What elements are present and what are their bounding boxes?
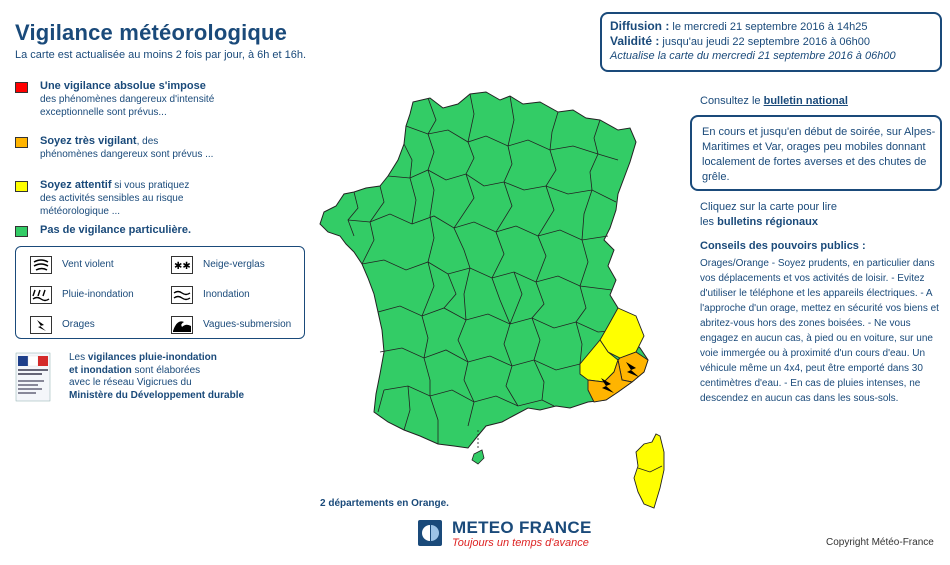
- rain-flood-label: Pluie-inondation: [62, 289, 134, 300]
- regional-line1: Cliquez sur la carte pour lire: [700, 201, 837, 213]
- ministry-logo[interactable]: [15, 352, 51, 402]
- validite-label: Validité :: [610, 34, 660, 48]
- corsica[interactable]: [634, 434, 664, 508]
- legend-yellow-title: Soyez attentif: [40, 179, 112, 191]
- vigi-line1-bold: vigilances pluie-inondation: [87, 352, 217, 363]
- page-subtitle: La carte est actualisée au moins 2 fois par jour, à 6h et 16h.: [15, 49, 307, 61]
- diffusion-value: le mercredi 21 septembre 2016 à 14h25: [669, 21, 868, 33]
- green-swatch: [15, 226, 28, 237]
- france-vigilance-map[interactable]: [318, 90, 678, 510]
- storm-icon: [30, 316, 52, 334]
- wind-icon: [30, 256, 52, 274]
- phenomena-legend: [15, 246, 305, 339]
- orange-count-text: 2 départements en Orange.: [320, 498, 449, 509]
- vigi-line2-bold: et inondation: [69, 364, 132, 376]
- legend-yellow-detail: des activités sensibles au risque météorologique ...: [40, 193, 184, 217]
- validite-value: jusqu'au jeudi 22 septembre 2016 à 06h00: [659, 36, 871, 48]
- wave-icon: [171, 316, 193, 334]
- legend-orange-title: Soyez très vigilant: [40, 135, 137, 147]
- advice-text: Orages/Orange - Soyez prudents, en particulier dans vos déplacements et vos activités de loisir. - Evitez d'utiliser le téléphone et les appareils électriques. - A l'approche d'un orage, mettez en sécurité vos biens et abritez-vous hors des zones boisées. - Ne vous engagez en aucun cas, à pied ou en voiture, sur une voie immergée ou à proximité d'un cours d'eau. Un véhicule même un 4x4, peut être emporté dans 30 centimètres d'eau. - En cas de pluies intenses, ne descendez en aucun cas dans les sous-sols.: [700, 258, 939, 404]
- svg-text:✱✱: ✱✱: [174, 261, 191, 272]
- refresh-map-link[interactable]: Actualise la carte du mercredi 21 septembre 2016 à 06h00: [610, 50, 896, 62]
- page-title: Vigilance météorologique: [15, 20, 288, 45]
- yellow-swatch: [15, 181, 28, 192]
- vigi-ministry-link[interactable]: Ministère du Développement durable: [69, 389, 245, 401]
- storm-label: Orages: [62, 319, 95, 330]
- legend-red-title: Une vigilance absolue s'impose: [40, 80, 206, 92]
- snow-ice-icon: [171, 256, 193, 274]
- legend-orange-rest: , des: [136, 136, 159, 147]
- legend-yellow-rest: si vous pratiquez: [111, 180, 190, 191]
- wave-label: Vagues-submersion: [203, 319, 292, 330]
- legend-red-detail: des phénomènes dangereux d'intensité exceptionnelle sont prévus...: [40, 94, 215, 118]
- wind-label: Vent violent: [62, 259, 114, 270]
- current-alert-message: En cours et jusqu'en début de soirée, sur Alpes-Maritimes et Var, orages peu mobiles donnant localement de fortes averses et des chutes de grêle.: [690, 115, 942, 191]
- orange-swatch: [15, 137, 28, 148]
- issuance-info: [600, 12, 942, 72]
- vigicrues-notice: [15, 352, 305, 402]
- legend-orange-detail: phénomènes dangereux sont prévus ...: [40, 149, 214, 160]
- vigi-line3: avec le réseau Vigicrues du: [69, 377, 192, 388]
- snow-label: Neige-verglas: [203, 259, 265, 270]
- meteo-france-logo[interactable]: [418, 518, 618, 550]
- paris-inset-marker[interactable]: [472, 450, 484, 464]
- bulletin-national-prefix: Consultez le: [700, 95, 764, 107]
- vigi-line1-pre: Les: [69, 352, 88, 363]
- regional-bulletins-link[interactable]: bulletins régionaux: [717, 216, 818, 228]
- bulletin-national: [700, 95, 848, 107]
- copyright: Copyright Météo-France: [826, 537, 934, 548]
- regional-line2-pre: les: [700, 216, 718, 228]
- rain-flood-icon: [30, 286, 52, 304]
- advice-title: Conseils des pouvoirs publics :: [700, 240, 866, 252]
- meteo-france-name: METEO FRANCE: [452, 518, 592, 537]
- regional-bulletins: [700, 200, 837, 230]
- meteo-france-logo-mark: [418, 520, 442, 546]
- flood-label: Inondation: [203, 289, 250, 300]
- flood-icon: [171, 286, 193, 304]
- vigi-line2-rest: sont élaborées: [131, 364, 201, 376]
- red-swatch: [15, 82, 28, 93]
- legend-green-title: Pas de vigilance particulière.: [40, 224, 192, 236]
- meteo-france-slogan: Toujours un temps d'avance: [452, 537, 589, 549]
- diffusion-label: Diffusion :: [610, 19, 670, 33]
- vigicrues-text: [69, 352, 309, 402]
- bulletin-national-link[interactable]: bulletin national: [763, 95, 848, 107]
